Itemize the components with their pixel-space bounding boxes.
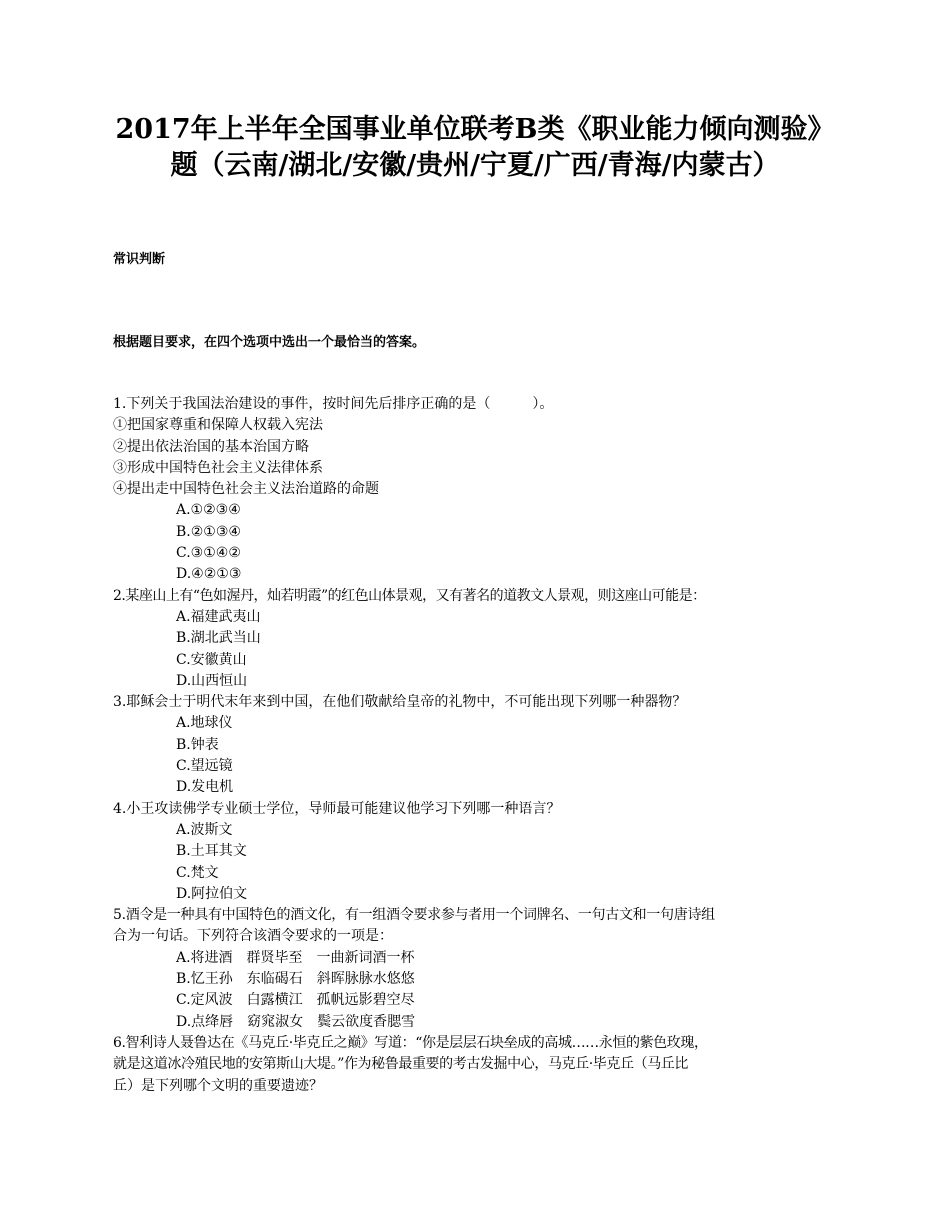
answer-option: C.望远镜 bbox=[176, 758, 233, 775]
answer-option: B.钟表 bbox=[176, 736, 219, 753]
answer-option: D.发电机 bbox=[176, 779, 234, 796]
question-1 bbox=[113, 394, 843, 586]
answer-option: D.点绛唇 窈窕淑女 鬓云欲度香腮雪 bbox=[176, 1013, 416, 1030]
section-heading: 常识判断 bbox=[113, 252, 166, 267]
answer-option: A.波斯文 bbox=[176, 821, 233, 838]
question-6 bbox=[113, 1033, 843, 1097]
answer-option: C.③①④② bbox=[176, 545, 241, 562]
answer-option: B.忆王孙 东临碣石 斜晖脉脉水悠悠 bbox=[176, 971, 415, 988]
instruction-text: 根据题目要求，在四个选项中选出一个最恰当的答案。 bbox=[113, 335, 426, 350]
answer-option: A.福建武夷山 bbox=[176, 608, 261, 625]
answer-option: B.土耳其文 bbox=[176, 843, 247, 860]
question-stem: 3.耶稣会士于明代末年来到中国，在他们敬献给皇帝的礼物中，不可能出现下列哪一种器物？ bbox=[113, 694, 687, 711]
answer-option: D.阿拉伯文 bbox=[176, 885, 248, 902]
question-3 bbox=[113, 692, 843, 798]
answer-option: C.梵文 bbox=[176, 864, 219, 881]
question-stem: 6.智利诗人聂鲁达在《马克丘·毕克丘之巅》写道：“你是层层石块垒成的高城……永恒的紫色玫瑰， bbox=[113, 1034, 708, 1051]
question-stem: 5.酒令是一种具有中国特色的酒文化，有一组酒令要求参与者用一个词牌名、一句古文和一句唐诗组 bbox=[113, 907, 715, 924]
question-list bbox=[113, 394, 843, 1097]
question-4 bbox=[113, 799, 843, 905]
question-item: ④提出走中国特色社会主义法治道路的命题 bbox=[113, 481, 379, 498]
question-2 bbox=[113, 586, 843, 692]
question-item: ①把国家尊重和保障人权载入宪法 bbox=[113, 417, 323, 434]
answer-option: A.①②③④ bbox=[176, 502, 241, 519]
answer-option: A.地球仪 bbox=[176, 715, 233, 732]
answer-option: C.定风波 白露横江 孤帆远影碧空尽 bbox=[176, 992, 415, 1009]
question-stem: 合为一句话。下列符合该酒令要求的一项是： bbox=[113, 928, 393, 945]
question-stem: 就是这道冰冷殖民地的安第斯山大堤。”作为秘鲁最重要的考古发掘中心，马克丘·毕克丘（马丘比 bbox=[113, 1056, 689, 1073]
answer-option: B.湖北武当山 bbox=[176, 630, 261, 647]
question-stem: 丘）是下列哪个文明的重要遗迹？ bbox=[113, 1077, 323, 1094]
title-line-2: 题（云南/湖北/安徽/贵州/宁夏/广西/青海/内蒙古） bbox=[170, 150, 780, 181]
answer-option: D.④②①③ bbox=[176, 566, 242, 583]
page-title bbox=[60, 112, 890, 184]
question-item: ③形成中国特色社会主义法律体系 bbox=[113, 459, 323, 476]
question-stem: 4.小王攻读佛学专业硕士学位，导师最可能建议他学习下列哪一种语言？ bbox=[113, 800, 561, 817]
question-stem: 2.某座山上有“色如渥丹，灿若明霞”的红色山体景观，又有著名的道教文人景观，则这座山可能是： bbox=[113, 587, 706, 604]
answer-option: C.安徽黄山 bbox=[176, 651, 247, 668]
answer-option: A.将进酒 群贤毕至 一曲新词酒一杯 bbox=[176, 949, 415, 966]
question-stem: 1.下列关于我国法治建设的事件，按时间先后排序正确的是（ ）。 bbox=[113, 396, 554, 412]
question-item: ②提出依法治国的基本治国方略 bbox=[113, 438, 309, 455]
title-line-1: 2017年上半年全国事业单位联考B类《职业能力倾向测验》 bbox=[115, 114, 835, 145]
answer-option: D.山西恒山 bbox=[176, 672, 248, 689]
question-5 bbox=[113, 905, 843, 1033]
answer-option: B.②①③④ bbox=[176, 523, 241, 540]
